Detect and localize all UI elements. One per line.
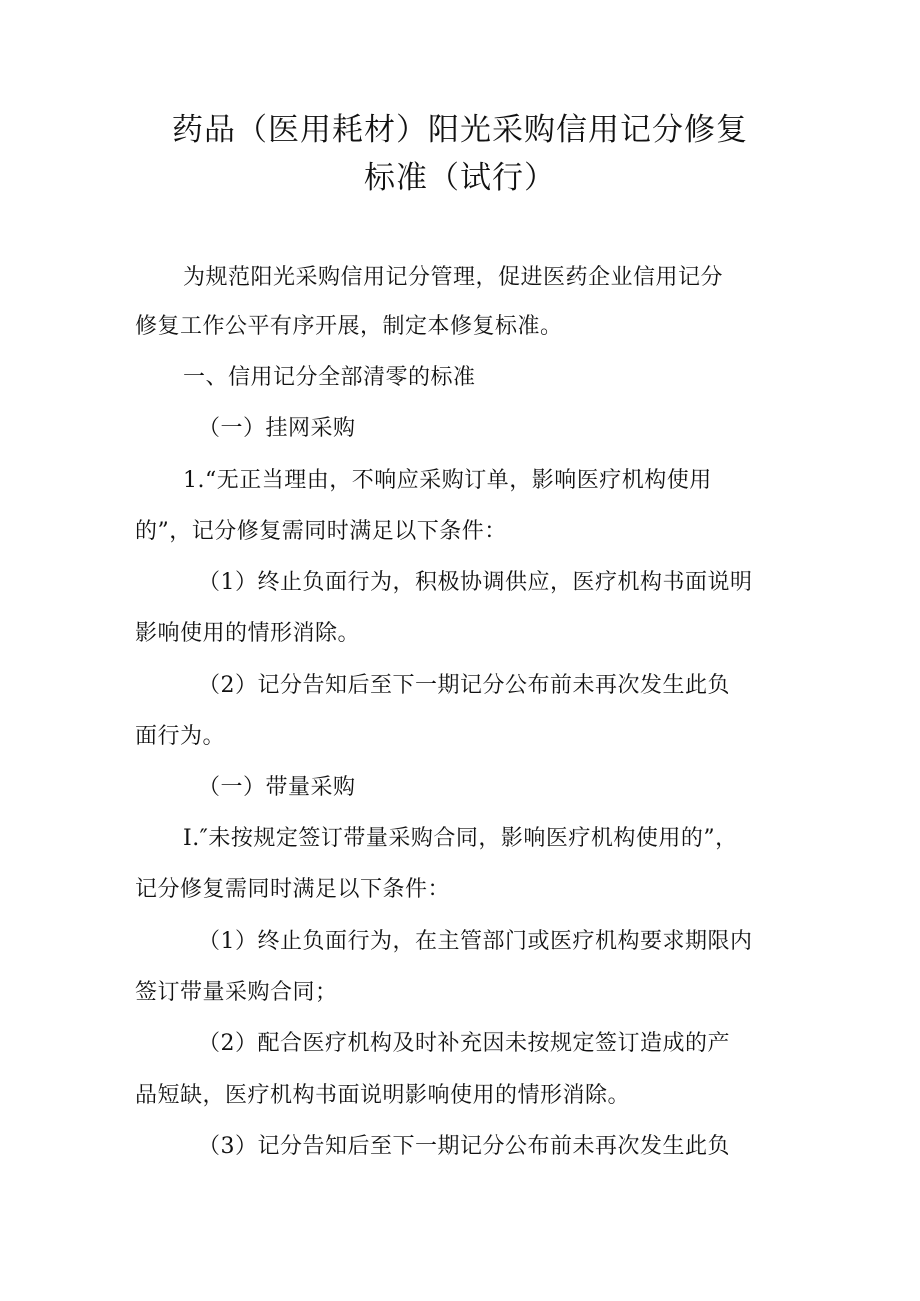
subsection-heading: （一）带量采购	[198, 775, 356, 800]
paragraph-line: 影响使用的情形消除。	[135, 621, 361, 646]
document-title-line-1: 药品（医用耗材）阳光采购信用记分修复	[172, 112, 748, 148]
paragraph-line: 的”，记分修复需同时满足以下条件：	[135, 519, 507, 544]
subsection-heading: （一）挂网采购	[198, 416, 356, 441]
paragraph-line: 1.“无正当理由，不响应采购订单，影响医疗机构使用	[183, 468, 712, 493]
paragraph-line: 签订带量采购合同；	[135, 980, 338, 1005]
paragraph-line: 品短缺，医疗机构书面说明影响使用的情形消除。	[135, 1083, 631, 1108]
paragraph-line: （2）记分告知后至下一期记分公布前未再次发生此负	[198, 673, 730, 698]
section-heading: 一、信用记分全部清零的标准	[183, 365, 476, 390]
paragraph-line: I.″未按规定签订带量采购合同，影响医疗机构使用的”，	[183, 826, 738, 851]
paragraph-line: （1）终止负面行为，在主管部门或医疗机构要求期限内	[198, 929, 753, 954]
paragraph-line: 修复工作公平有序开展，制定本修复标准。	[135, 314, 563, 339]
paragraph-line: （2）配合医疗机构及时补充因未按规定签订造成的产	[198, 1031, 730, 1056]
document-title-line-2: 标准（试行）	[364, 160, 556, 196]
paragraph-line: 记分修复需同时满足以下条件：	[135, 877, 451, 902]
paragraph-line: 面行为。	[135, 724, 226, 749]
paragraph-line: （3）记分告知后至下一期记分公布前未再次发生此负	[198, 1134, 730, 1159]
paragraph-line: （1）终止负面行为，积极协调供应，医疗机构书面说明	[198, 570, 753, 595]
paragraph-line: 为规范阳光采购信用记分管理，促进医药企业信用记分	[183, 265, 724, 290]
